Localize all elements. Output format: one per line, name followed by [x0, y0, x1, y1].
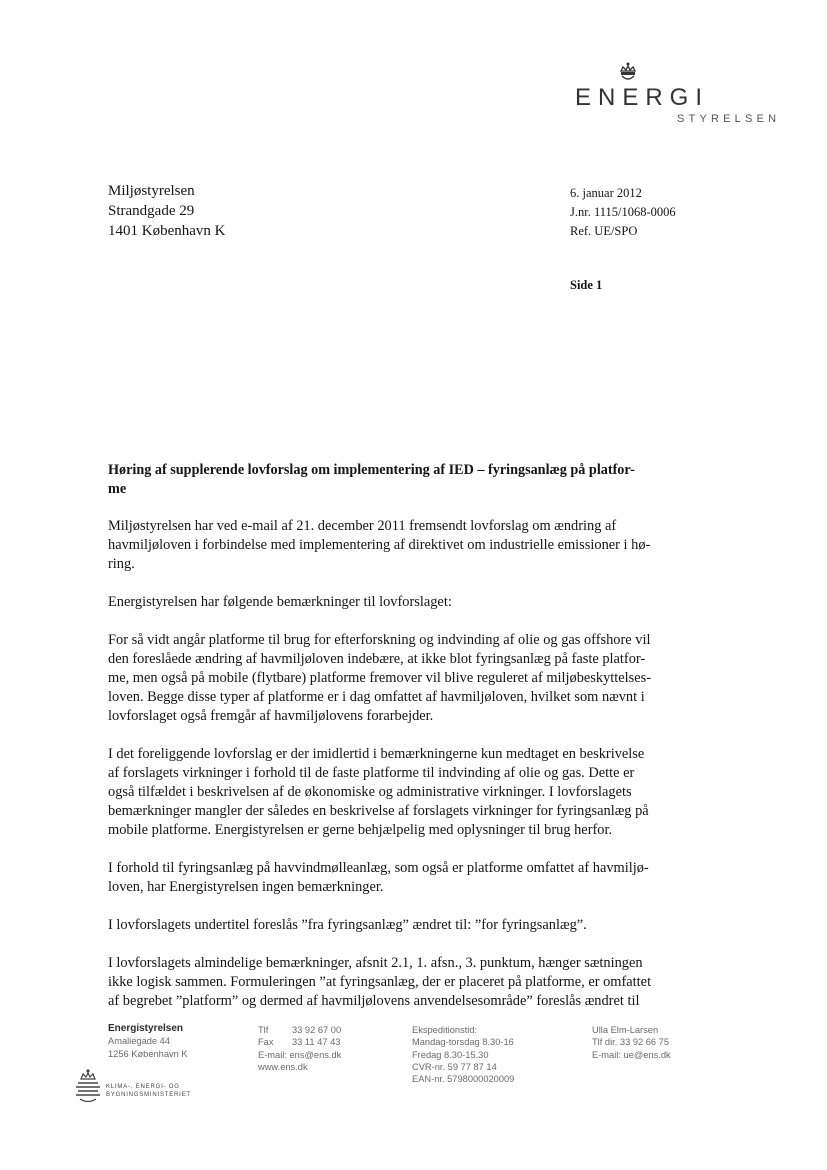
energistyrelsen-logo — [575, 62, 795, 132]
footer-phone-value: 33 92 67 00 — [292, 1025, 342, 1035]
footer-org-street: Amaliegade 44 — [108, 1036, 171, 1047]
footer-person-name: Ulla Elm-Larsen — [592, 1025, 659, 1035]
body-line: også tilfældet i beskrivelsen af de økonomiske og administrative virkninger. I lovforslagets — [108, 784, 632, 800]
body-line: Energistyrelsen har følgende bemærkninger til lovforslaget: — [108, 594, 452, 610]
ministry-name-line: KLIMA-, ENERGI- OG — [106, 1084, 180, 1090]
body-line: ikke logisk sammen. Formuleringen ”at fyringsanlæg, der er placeret på platforme, er omfattet — [108, 974, 652, 990]
body-line: I det foreliggende lovforslag er der imidlertid i bemærkningerne kun medtaget en beskrivelse — [108, 746, 645, 762]
logo-subtitle: STYRELSEN — [677, 113, 781, 125]
body-line: mobile platforme. Energistyrelsen er gerne behjælpelig med oplysninger til brug herfor. — [108, 822, 613, 838]
footer-fax-label: Fax — [258, 1037, 274, 1048]
ministry-name-line: BYGNINGSMINISTERIET — [106, 1092, 191, 1098]
footer-person — [592, 1024, 671, 1061]
body-line: I lovforslagets almindelige bemærkninger, afsnit 2.1, 1. afsn., 3. punktum, hænger sætningen — [108, 955, 643, 971]
footer-org-name: Energistyrelsen — [108, 1023, 184, 1034]
footer-fax-value: 33 11 47 43 — [292, 1037, 341, 1048]
title-line: Høring af supplerende lovforslag om implementering af IED – fyringsanlæg på platfor- — [108, 462, 635, 478]
footer-person-email: E-mail: ue@ens.dk — [592, 1049, 671, 1060]
recipient-street: Strandgade 29 — [108, 203, 195, 219]
paragraph — [108, 593, 748, 612]
logo-wordmark: ENERGI — [575, 84, 710, 111]
crown-icon — [619, 62, 637, 82]
paragraph — [108, 859, 748, 897]
paragraph — [108, 916, 748, 935]
recipient-address — [108, 181, 225, 241]
footer-org-city: 1256 København K — [108, 1048, 188, 1059]
recipient-city: 1401 København K — [108, 223, 226, 239]
body-line: af forslagets virkninger i forhold til de faste platforme til indvinding af olie og gas. Dette er — [108, 765, 635, 781]
letter-body — [108, 517, 748, 1030]
footer-ean: EAN-nr. 5798000020009 — [412, 1074, 515, 1085]
body-line: bemærkninger mangler der således en beskrivelse af forslagets virkninger for fyringsanlæg på — [108, 803, 649, 819]
letter-title — [108, 461, 730, 499]
ministry-name — [106, 1083, 191, 1099]
footer-hours-heading: Ekspeditionstid: — [412, 1025, 478, 1035]
body-line: ring. — [108, 556, 135, 572]
journal-number: J.nr. 1115/1068-0006 — [570, 205, 676, 219]
body-line: I forhold til fyringsanlæg på havvindmølleanlæg, som også er platforme omfattet af havmiljø- — [108, 860, 649, 876]
body-line: me, men også på mobile (flytbare) platforme fremover vil blive reguleret af miljøbeskyttelses- — [108, 670, 652, 686]
footer-hours-weekdays: Mandag-torsdag 8.30-16 — [412, 1037, 514, 1048]
paragraph — [108, 517, 748, 574]
footer-hours — [412, 1024, 514, 1085]
body-line: I lovforslagets undertitel foreslås ”fra fyringsanlæg” ændret til: ”for fyringsanlæg”. — [108, 917, 587, 933]
footer-cvr: CVR-nr. 59 77 87 14 — [412, 1061, 497, 1072]
ministry-crest-icon — [76, 1068, 100, 1104]
footer-phone-label: Tlf — [258, 1025, 269, 1035]
footer-fax — [258, 1036, 341, 1048]
reference-initials: Ref. UE/SPO — [570, 224, 638, 238]
body-line: den foreslåede ændring af havmiljøloven indebære, at ikke blot fyringsanlæg på faste platfor- — [108, 651, 646, 667]
footer-contact — [258, 1024, 341, 1073]
footer-organization — [108, 1023, 188, 1060]
paragraph — [108, 745, 748, 840]
title-line: me — [108, 481, 127, 497]
reference-block — [570, 184, 676, 241]
footer-phone — [258, 1024, 341, 1036]
page-number: Side 1 — [570, 278, 603, 292]
recipient-name: Miljøstyrelsen — [108, 183, 195, 199]
body-line: af begrebet ”platform” og dermed af havmiljølovens anvendelsesområde” foreslås ændret til — [108, 993, 640, 1009]
body-line: For så vidt angår platforme til brug for efterforskning og indvinding af olie og gas offshore vil — [108, 632, 651, 648]
footer-hours-friday: Fredag 8.30-15.30 — [412, 1049, 489, 1060]
footer-email: E-mail: ens@ens.dk — [258, 1049, 342, 1060]
paragraph — [108, 954, 748, 1011]
footer-website: www.ens.dk — [258, 1061, 308, 1072]
body-line: Miljøstyrelsen har ved e-mail af 21. december 2011 fremsendt lovforslag om ændring af — [108, 518, 617, 534]
footer-person-phone: Tlf dir. 33 92 66 75 — [592, 1037, 670, 1048]
body-line: loven. Begge disse typer af platforme er i dag omfattet af havmiljøloven, hvilket som nævnt i — [108, 689, 645, 705]
body-line: havmiljøloven i forbindelse med implementering af direktivet om industrielle emissioner i hø- — [108, 537, 651, 553]
letter-date: 6. januar 2012 — [570, 186, 642, 200]
body-line: loven, har Energistyrelsen ingen bemærkninger. — [108, 879, 384, 895]
body-line: lovforslaget også fremgår af havmiljølovens forarbejder. — [108, 708, 434, 724]
paragraph — [108, 631, 748, 726]
